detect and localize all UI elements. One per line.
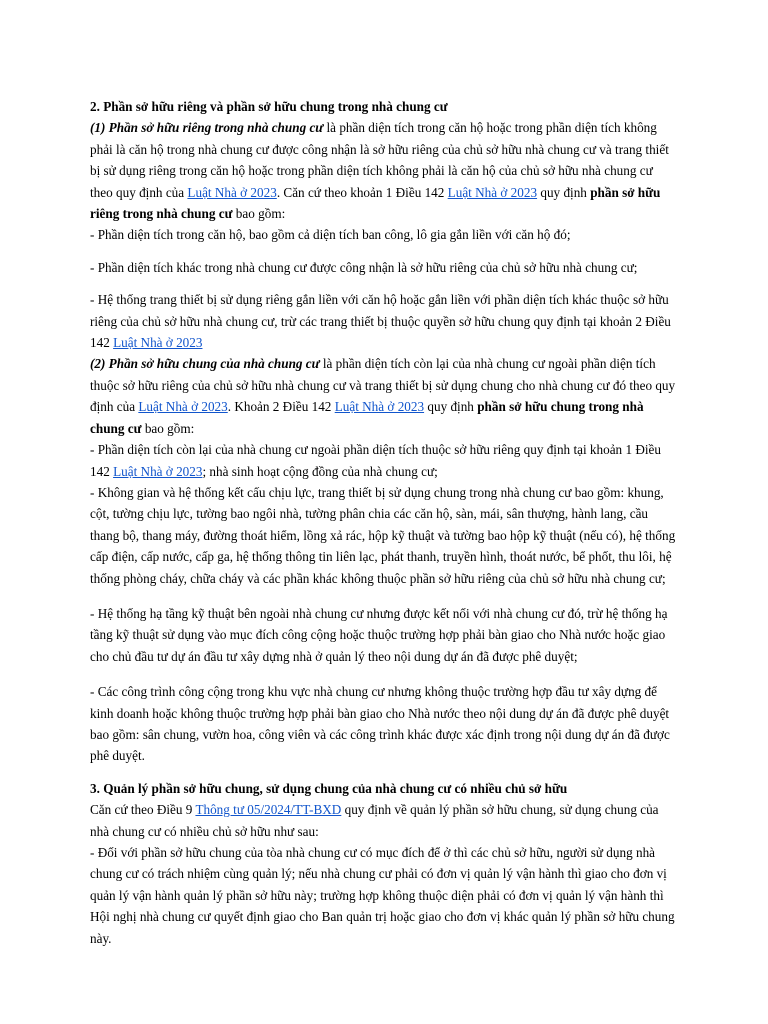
part-2-paragraph: (2) Phần sở hữu chung của nhà chung cư là phần diện tích còn lại của nhà chung cư ngoài phần diện tích thuộc sở hữu riêng của chủ sở hữu nhà chung cư và trang thiết bị sử dụng chung cho nhà chung cư đó theo quy định của Luật Nhà ở 2023. Khoản 2 Điều 142 Luật Nhà ở 2023 quy định phần sở hữu chung trong nhà chung cư bao gồm: (90, 356, 676, 436)
law-link[interactable]: Luật Nhà ở 2023 (138, 399, 228, 415)
list-item: - Phần diện tích còn lại của nhà chung cư ngoài phần diện tích thuộc sở hữu riêng quy định tại khoản 1 Điều 142 Luật Nhà ở 2023; nhà sinh hoạt cộng đồng của nhà chung cư; (90, 442, 661, 479)
part-2-bold-term: phần sở hữu chung trong nhà chung cư (90, 399, 644, 436)
law-link[interactable]: Luật Nhà ở 2023 (187, 184, 277, 200)
part-1-paragraph: (1) Phần sở hữu riêng trong nhà chung cư là phần diện tích trong căn hộ hoặc trong phần diện tích không phải là căn hộ trong nhà chung cư được công nhận là sở hữu riêng của chủ sở hữu nhà chung cư và trang thiết bị sử dụng riêng trong căn hộ hoặc trong phần diện tích không phải là căn hộ của chủ sở hữu nhà chung cư theo quy định của Luật Nhà ở 2023. Căn cứ theo khoản 1 Điều 142 Luật Nhà ở 2023 quy định phần sở hữu riêng trong nhà chung cư bao gồm: (90, 120, 669, 222)
list-item: - Phần diện tích trong căn hộ, bao gồm cả diện tích ban công, lô gia gắn liền với căn hộ đó; (90, 227, 571, 243)
law-link[interactable]: Luật Nhà ở 2023 (447, 184, 538, 200)
list-item: - Phần diện tích khác trong nhà chung cư được công nhận là sở hữu riêng của chủ sở hữu nhà chung cư; (90, 259, 638, 275)
part-2-text: là phần diện tích còn lại của nhà chung cư ngoài phần diện tích thuộc sở hữu riêng của chủ sở hữu nhà chung cư và trang thiết bị sử dụng chung cho nhà chung cư đó theo quy định của (90, 356, 676, 415)
law-link[interactable]: Luật Nhà ở 2023 (113, 335, 203, 351)
law-link[interactable]: Luật Nhà ở 2023 (113, 463, 203, 479)
part-1-label: (1) Phần sở hữu riêng trong nhà chung cư (90, 120, 324, 136)
part-1-bold-term: phần sở hữu riêng trong nhà chung cư (90, 184, 661, 222)
section-3-intro: Căn cứ theo Điều 9 Thông tư 05/2024/TT-BXD quy định về quản lý phần sở hữu chung, sử dụng chung của nhà chung cư có nhiều chủ sở hữu như sau: (90, 802, 659, 839)
part-1-text: là phần diện tích trong căn hộ hoặc trong phần diện tích không phải là căn hộ trong nhà chung cư được công nhận là sở hữu riêng của chủ sở hữu nhà chung cư và trang thiết bị sử dụng riêng trong căn hộ hoặc trong phần diện tích không phải là căn hộ của chủ sở hữu nhà chung cư theo quy định của (90, 120, 669, 200)
section-2-heading: 2. Phần sở hữu riêng và phần sở hữu chung trong nhà chung cư (90, 99, 448, 114)
document-page (90, 96, 676, 949)
part-2-label: (2) Phần sở hữu chung của nhà chung cư (90, 356, 320, 372)
list-item: - Hệ thống hạ tầng kỹ thuật bên ngoài nhà chung cư nhưng được kết nối với nhà chung cư đó, trừ hệ thống hạ tầng kỹ thuật sử dụng vào mục đích công cộng hoặc thuộc trường hợp phải bàn giao cho Nhà nước hoặc giao cho chủ đầu tư dự án đầu tư xây dựng nhà ở quản lý theo nội dung dự án đã được phê duyệt; (90, 605, 668, 664)
section-3-heading: 3. Quản lý phần sở hữu chung, sử dụng chung của nhà chung cư có nhiều chủ sở hữu (90, 780, 568, 796)
list-item: - Hệ thống trang thiết bị sử dụng riêng gắn liền với căn hộ hoặc gắn liền với phần diện tích khác thuộc sở hữu riêng của chủ sở hữu nhà chung cư, trừ các trang thiết bị thuộc quyền sở hữu chung quy định tại khoản 2 Điều 142 Luật Nhà ở 2023 (90, 292, 671, 351)
list-item: - Không gian và hệ thống kết cấu chịu lực, trang thiết bị sử dụng chung trong nhà chung cư bao gồm: khung, cột, tường chịu lực, tường bao ngôi nhà, tường phân chia các căn hộ, sàn, mái, sân thượng, hành lang, cầu thang bộ, thang máy, đường thoát hiểm, lồng xả rác, hộp kỹ thuật và tường bao hộp kỹ thuật (nếu có), hệ thống cấp điện, cấp nước, cấp ga, hệ thống thông tin liên lạc, phát thanh, truyền hình, thoát nước, bể phốt, thu lôi, hệ thống phòng cháy, chữa cháy và các phần khác không thuộc phần sở hữu riêng của chủ sở hữu nhà chung cư; (90, 484, 676, 586)
list-item: - Các công trình công cộng trong khu vực nhà chung cư nhưng không thuộc trường hợp đầu tư xây dựng để kinh doanh hoặc không thuộc trường hợp phải bàn giao cho Nhà nước theo nội dung dự án đã được phê duyệt bao gồm: sân chung, vườn hoa, công viên và các công trình khác được xác định trong nội dung dự án đã được phê duyệt. (90, 684, 670, 764)
list-item: - Đối với phần sở hữu chung của tòa nhà chung cư có mục đích để ở thì các chủ sở hữu, người sử dụng nhà chung cư có trách nhiệm cùng quản lý; nếu nhà chung cư phải có đơn vị quản lý vận hành thì giao cho đơn vị quản lý vận hành quản lý phần sở hữu này; trường hợp không thuộc diện phải có đơn vị quản lý vận hành thì Hội nghị nhà chung cư quyết định giao cho Ban quản trị hoặc giao cho đơn vị khác quản lý phần sở hữu chung này. (90, 845, 675, 946)
circular-link[interactable]: Thông tư 05/2024/TT-BXD (195, 802, 342, 818)
law-link[interactable]: Luật Nhà ở 2023 (334, 399, 425, 415)
